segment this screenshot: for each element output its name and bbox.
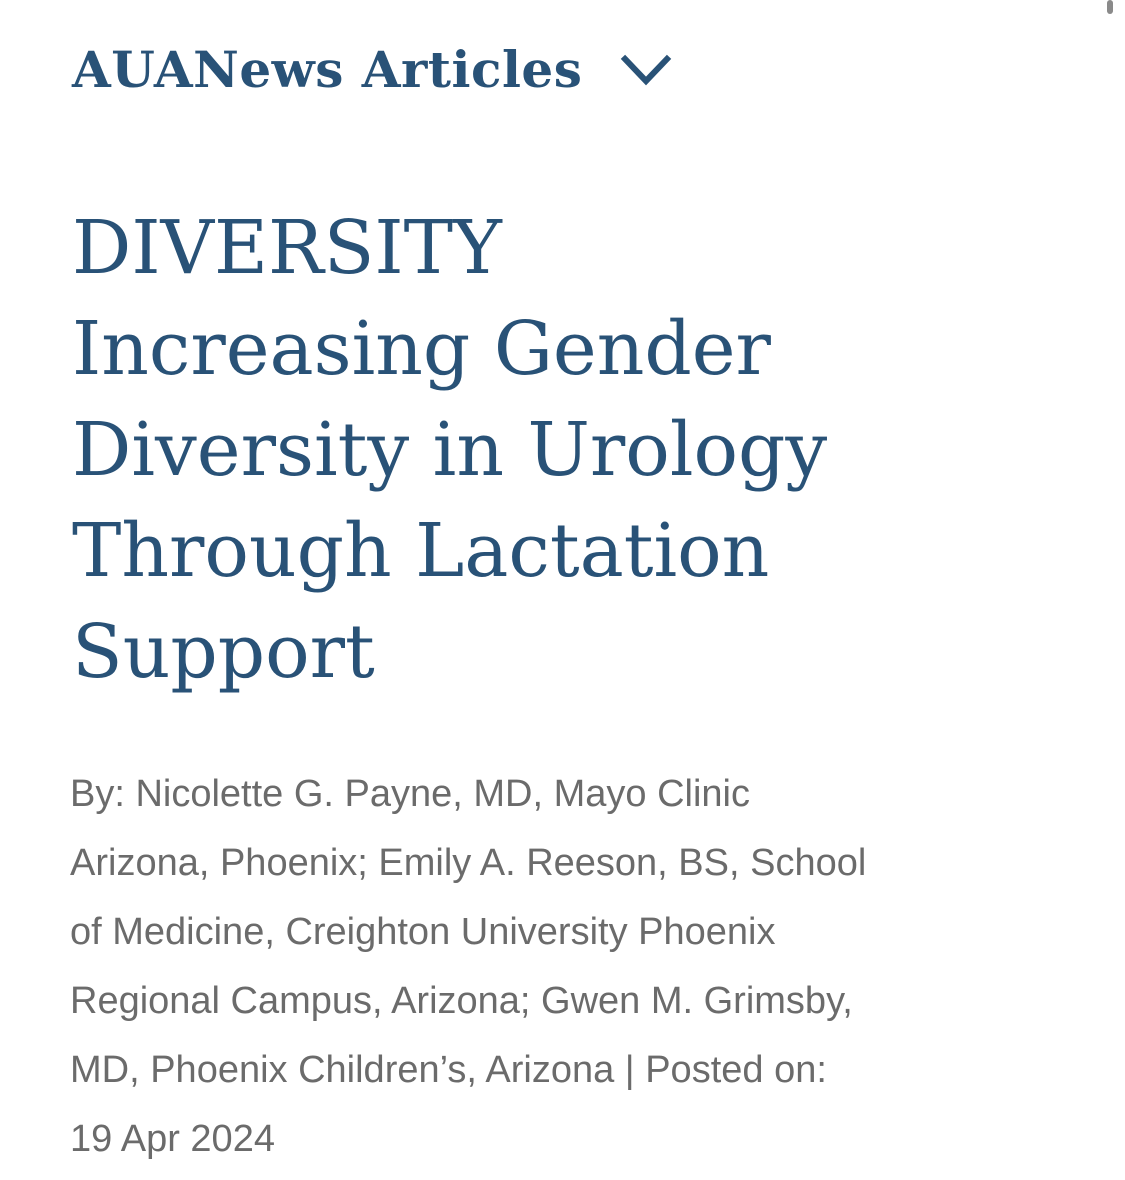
title-line: Support (72, 609, 375, 695)
posted-date: 19 Apr 2024 (70, 1118, 275, 1160)
article-byline (70, 760, 990, 1174)
byline-line: Arizona, Phoenix; Emily A. Reeson, BS, School (70, 842, 867, 884)
chevron-down-icon[interactable] (620, 50, 672, 90)
byline-line: By: Nicolette G. Payne, MD, Mayo Clinic (70, 773, 750, 815)
title-line: Increasing Gender (72, 306, 771, 392)
byline-line: of Medicine, Creighton University Phoenix (70, 911, 776, 953)
scrollbar-thumb[interactable] (1107, 0, 1113, 14)
article-title (72, 198, 1072, 703)
title-line: DIVERSITY (72, 205, 502, 291)
byline-line: MD, Phoenix Children’s, Arizona | Posted on: (70, 1049, 827, 1091)
section-dropdown[interactable] (72, 38, 672, 102)
title-line: Diversity in Urology (72, 407, 828, 493)
byline-line: Regional Campus, Arizona; Gwen M. Grimsby, (70, 980, 853, 1022)
title-line: Through Lactation (72, 508, 770, 594)
section-title: AUANews Articles (72, 40, 583, 99)
